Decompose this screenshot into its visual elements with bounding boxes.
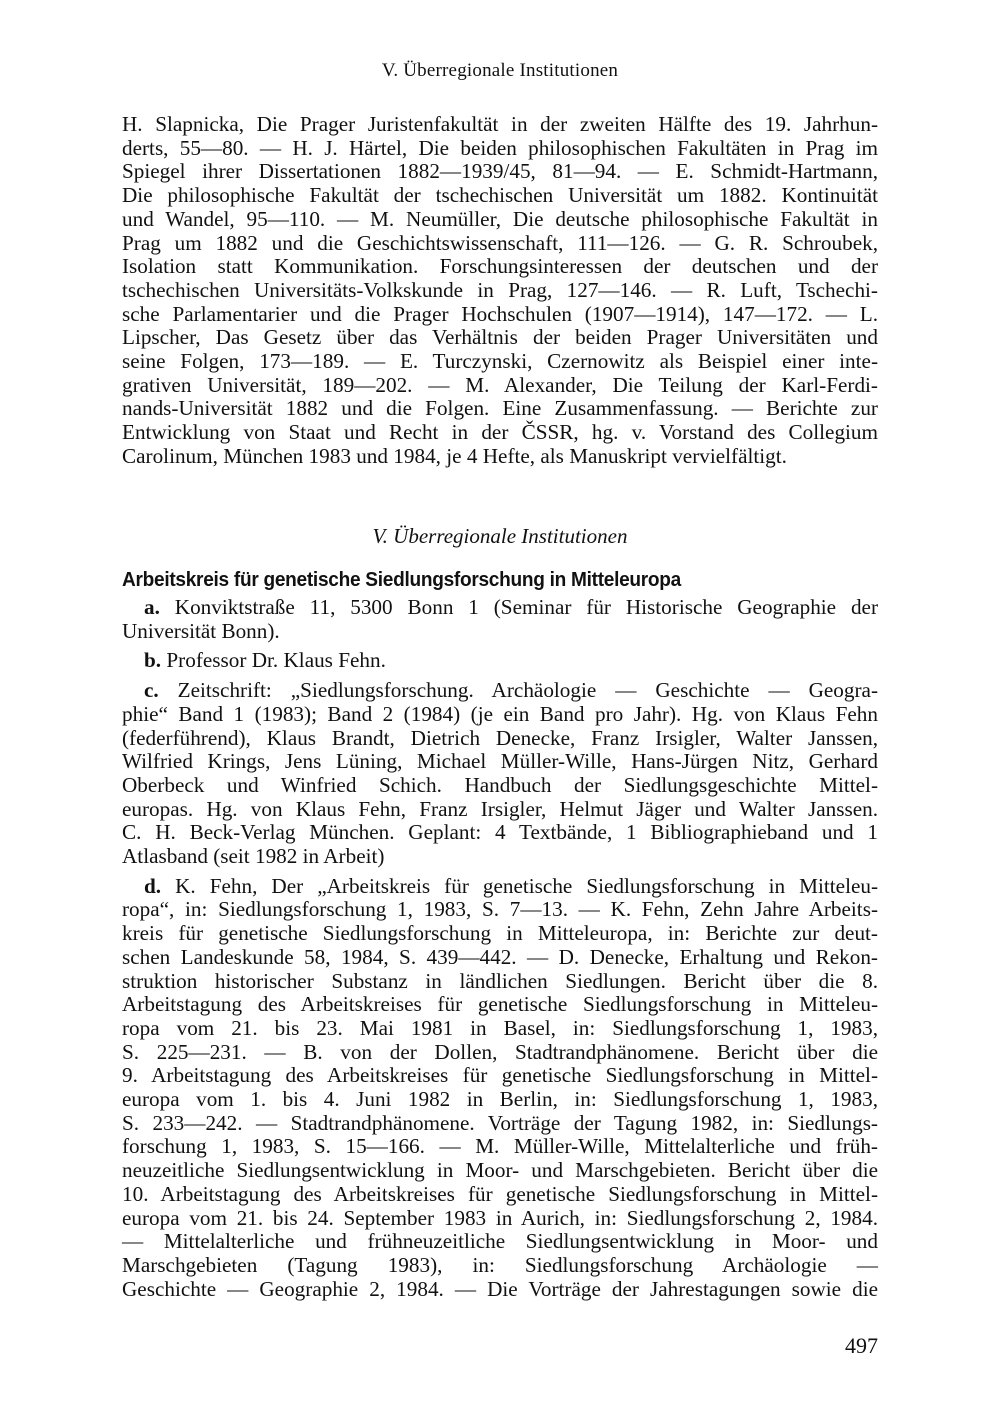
- entry-d: [122, 875, 878, 1302]
- running-head: V. Überregionale Institutionen: [381, 60, 619, 81]
- entry-line: 10. Arbeitstagung des Arbeitskreises für genetische Siedlungsforschung in Mittel-: [122, 1181, 878, 1206]
- organization-entries: [122, 596, 878, 1307]
- text-line: tschechischen Universitäts-Volkskunde in Prag, 127—146. — R. Luft, Tschechi-: [122, 277, 878, 302]
- text-line: Die philosophische Fakultät der tschechischen Universität um 1882. Kontinuität: [122, 183, 878, 208]
- entry-a: [122, 596, 878, 643]
- entry-line: neuzeitliche Siedlungsentwicklung in Moor- und Marschgebieten. Bericht über die: [122, 1158, 878, 1183]
- entry-line: b. Professor Dr. Klaus Fehn.: [144, 648, 386, 673]
- entry-line: europa vom 1. bis 4. Juni 1982 in Berlin, in: Siedlungsforschung 1, 1983,: [122, 1087, 878, 1112]
- entry-label: d.: [144, 873, 162, 898]
- entry-line: schen Landeskunde 58, 1984, S. 439—442. — D. Denecke, Erhaltung und Rekon-: [122, 944, 878, 969]
- entry-line: (federführend), Klaus Brandt, Dietrich Denecke, Franz Irsigler, Walter Janssen,: [122, 725, 878, 750]
- entry-line: forschung 1, 1983, S. 15—166. — M. Müller-Wille, Mittelalterliche und früh-: [122, 1134, 878, 1159]
- entry-line: phie“ Band 1 (1983); Band 2 (1984) (je ein Band pro Jahr). Hg. von Klaus Fehn: [122, 701, 878, 726]
- text-line: derts, 55—80. — H. J. Härtel, Die beiden philosophischen Fakultäten in Prag im: [122, 135, 878, 160]
- entry-label: c.: [144, 678, 159, 703]
- entry-line: — Mittelalterliche und frühneuzeitliche Siedlungsentwicklung in Moor- und: [122, 1229, 878, 1254]
- entry-line: a. Konviktstraße 11, 5300 Bonn 1 (Seminar für Historische Geographie der: [144, 595, 878, 619]
- text-line: Carolinum, München 1983 und 1984, je 4 Hefte, als Manuskript vervielfältigt.: [122, 443, 787, 468]
- entry-b: [122, 649, 878, 673]
- entry-line: europas. Hg. von Klaus Fehn, Franz Irsigler, Helmut Jäger und Walter Janssen.: [122, 796, 878, 821]
- entry-label: a.: [144, 595, 160, 619]
- text-line: Prag um 1882 und die Geschichtswissenschaft, 111—126. — G. R. Schroubek,: [122, 230, 878, 255]
- text-line: Lipscher, Das Gesetz über das Verhältnis der beiden Prager Universitäten und: [122, 325, 878, 350]
- entry-line: Marschgebieten (Tagung 1983), in: Siedlungsforschung Archäologie —: [122, 1252, 878, 1277]
- text-line: Isolation statt Kommunikation. Forschungsinteressen der deutschen und der: [122, 254, 878, 279]
- entry-line: europa vom 21. bis 24. September 1983 in Aurich, in: Siedlungsforschung 2, 1984.: [122, 1205, 878, 1230]
- top-paragraph: [122, 113, 878, 469]
- entry-line: Universität Bonn).: [122, 618, 280, 643]
- entry-line: 9. Arbeitstagung des Arbeitskreises für genetische Siedlungsforschung in Mittel-: [122, 1063, 878, 1088]
- entry-line: Geschichte — Geographie 2, 1984. — Die Vorträge der Jahrestagungen sowie die: [122, 1276, 878, 1301]
- entry-line: S. 225—231. — B. von der Dollen, Stadtrandphänomene. Bericht über die: [122, 1039, 878, 1064]
- entry-line: c. Zeitschrift: „Siedlungsforschung. Archäologie — Geschichte — Geogra-: [144, 678, 879, 703]
- entry-line: Wilfried Krings, Jens Lüning, Michael Müller-Wille, Hans-Jürgen Nitz, Gerhard: [122, 749, 878, 774]
- text-line: grativen Universität, 189—202. — M. Alexander, Die Teilung der Karl-Ferdi-: [122, 372, 878, 397]
- text-line: H. Slapnicka, Die Prager Juristenfakultät in der zweiten Hälfte des 19. Jahrhun-: [122, 112, 878, 136]
- text-line: nands-Universität 1882 und die Folgen. Eine Zusammenfassung. — Berichte zur: [122, 396, 878, 421]
- entry-line: Arbeitstagung des Arbeitskreises für genetische Siedlungsforschung in Mitteleu-: [122, 992, 878, 1017]
- entry-line: struktion historischer Substanz in ländlichen Siedlungen. Bericht über die 8.: [122, 968, 878, 993]
- text-line: Entwicklung von Staat und Recht in der ČSSR, hg. v. Vorstand des Collegium: [122, 420, 878, 445]
- text-line: seine Folgen, 173—189. — E. Turczynski, Czernowitz als Beispiel einer inte-: [122, 349, 878, 374]
- text-line: Spiegel ihrer Dissertationen 1882—1939/45, 81—94. — E. Schmidt-Hartmann,: [122, 159, 878, 184]
- organization-title: Arbeitskreis für genetische Siedlungsforschung in Mitteleuropa: [122, 568, 682, 591]
- top-paragraph-text: [122, 113, 878, 469]
- entry-line: Atlasband (seit 1982 in Arbeit): [122, 844, 385, 869]
- entry-line: Oberbeck und Winfried Schich. Handbuch der Siedlungsgeschichte Mittel-: [122, 772, 878, 797]
- entry-line: kreis für genetische Siedlungsforschung in Mitteleuropa, in: Berichte zur deut-: [122, 921, 878, 946]
- entry-line: S. 233—242. — Stadtrandphänomene. Vorträge der Tagung 1982, in: Siedlungs-: [122, 1110, 878, 1135]
- entry-c: [122, 679, 878, 869]
- entry-line: ropa vom 21. bis 23. Mai 1981 in Basel, in: Siedlungsforschung 1, 1983,: [122, 1015, 878, 1040]
- text-line: und Wandel, 95—110. — M. Neumüller, Die deutsche philosophische Fakultät in: [122, 206, 878, 231]
- entry-line: d. K. Fehn, Der „Arbeitskreis für genetische Siedlungsforschung in Mitteleu-: [144, 873, 879, 898]
- entry-line: C. H. Beck-Verlag München. Geplant: 4 Textbände, 1 Bibliographieband und 1: [122, 820, 878, 845]
- entry-line: ropa“, in: Siedlungsforschung 1, 1983, S. 7—13. — K. Fehn, Zehn Jahre Arbeits-: [122, 897, 878, 922]
- section-title: V. Überregionale Institutionen: [372, 524, 628, 548]
- page-number: 497: [845, 1333, 878, 1358]
- text-line: sche Parlamentarier und die Prager Hochschulen (1907—1914), 147—172. — L.: [122, 301, 878, 326]
- entry-label: b.: [144, 648, 162, 673]
